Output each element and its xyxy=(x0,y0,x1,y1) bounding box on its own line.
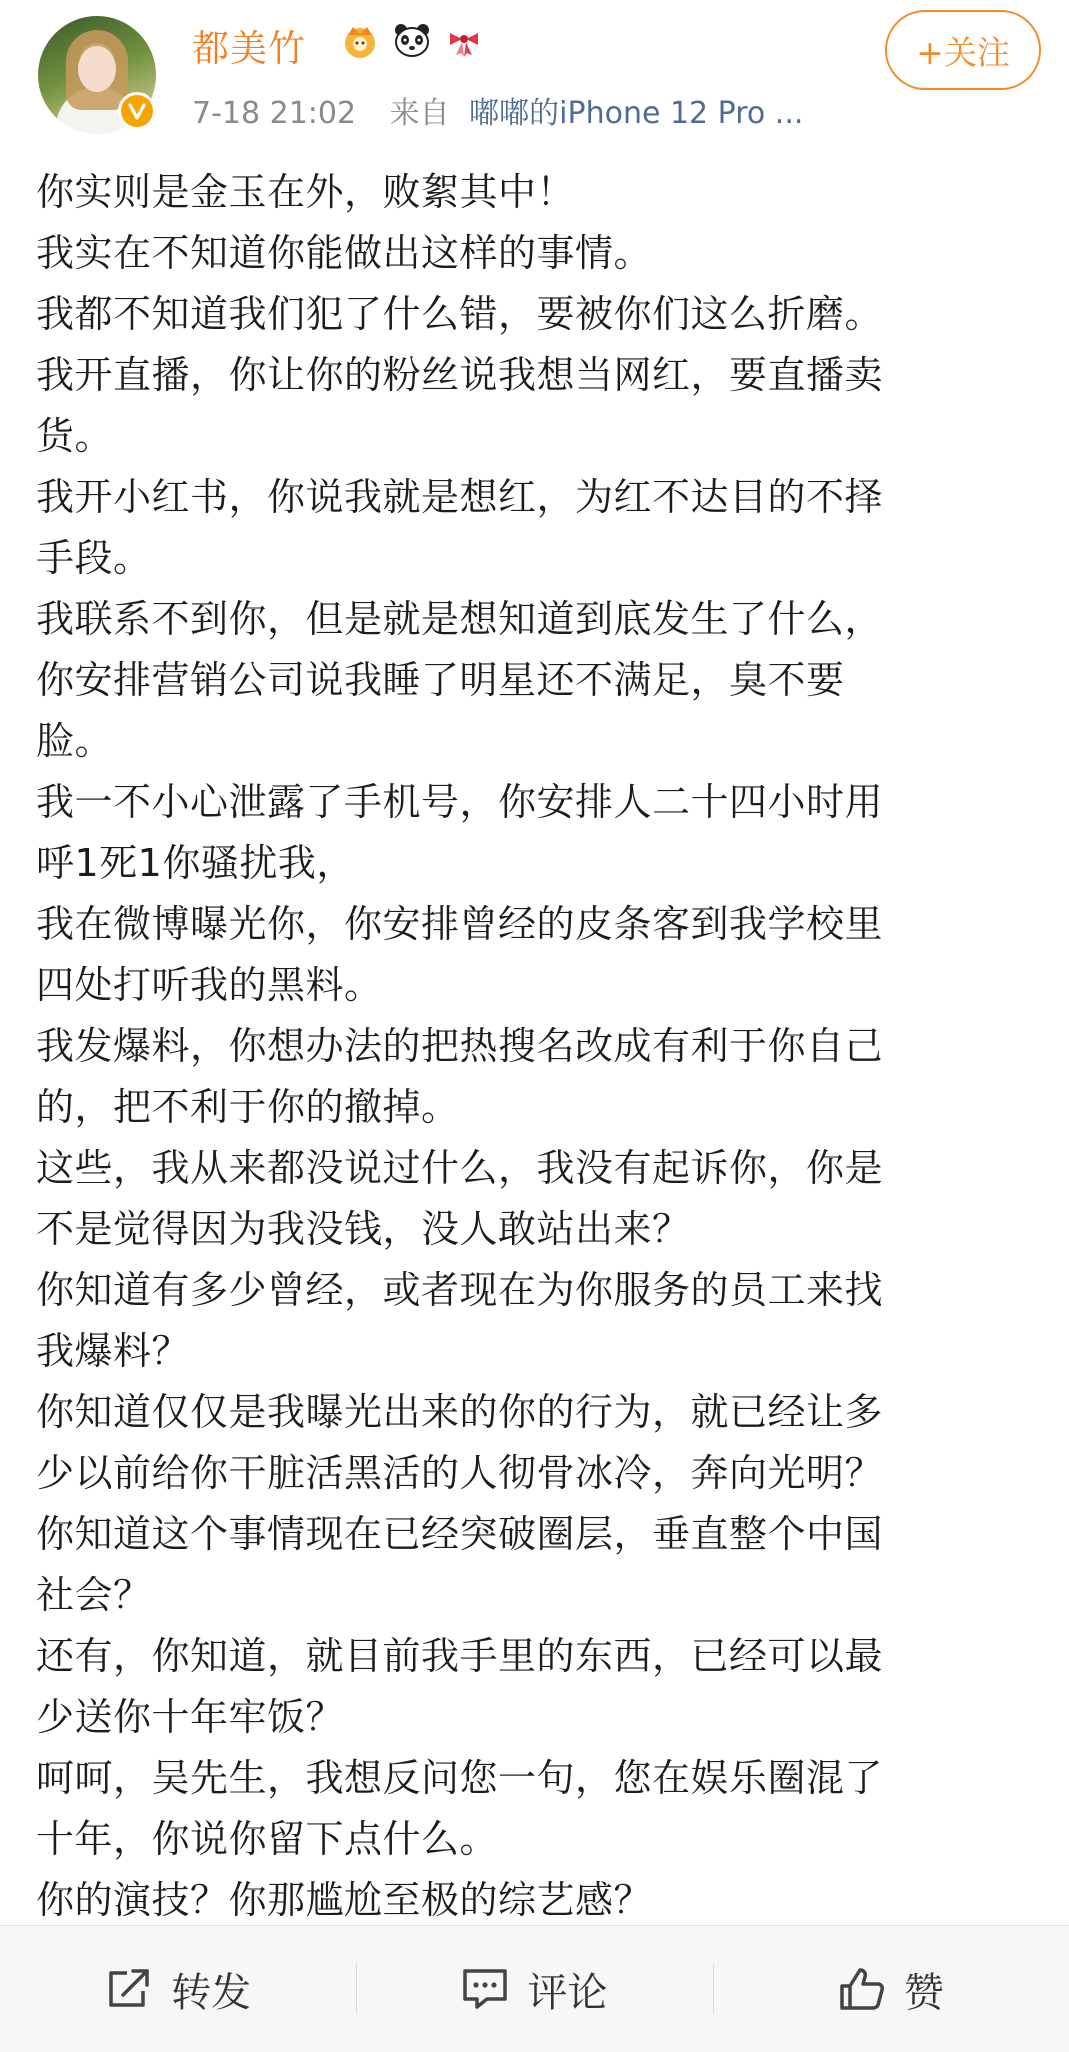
crown-icon[interactable] xyxy=(338,18,382,62)
comment-label: 评论 xyxy=(527,1969,608,2016)
post-line: 手段。 xyxy=(36,536,152,580)
post-line: 呼1死1你骚扰我， xyxy=(36,841,355,885)
post-line: 少送你十年牢饭？ xyxy=(36,1695,345,1739)
post-line: 呵呵，吴先生，我想反问您一句，您在娱乐圈混了 xyxy=(36,1756,884,1800)
post-line: 不是觉得因为我没钱，没人敢站出来？ xyxy=(36,1207,691,1251)
post-line: 脸。 xyxy=(36,719,114,763)
post-line: 你知道有多少曾经，或者现在为你服务的员工来找 xyxy=(36,1268,884,1312)
like-button[interactable] xyxy=(713,1926,1069,2052)
like-icon xyxy=(838,1966,886,2012)
comment-button[interactable] xyxy=(356,1926,712,2052)
repost-button[interactable] xyxy=(0,1926,356,2052)
post-line: 还有，你知道，就目前我手里的东西，已经可以最 xyxy=(36,1634,884,1678)
verified-icon xyxy=(118,92,156,130)
panda-icon[interactable] xyxy=(390,18,434,62)
repost-label: 转发 xyxy=(171,1969,252,2016)
post-line: 我开直播，你让你的粉丝说我想当网红，要直播卖 xyxy=(36,353,884,397)
post-time: 7-18 21:02 xyxy=(192,96,357,131)
comment-icon xyxy=(461,1967,509,2011)
post-line: 四处打听我的黑料。 xyxy=(36,963,383,1007)
post-line: 少以前给你干脏活黑活的人彻骨冰冷，奔向光明？ xyxy=(36,1451,884,1495)
post-line: 我爆料？ xyxy=(36,1329,191,1373)
post-line: 社会？ xyxy=(36,1573,152,1617)
post-body xyxy=(36,162,1046,1931)
post-line: 十年，你说你留下点什么。 xyxy=(36,1817,499,1861)
post-line: 我实在不知道你能做出这样的事情。 xyxy=(36,231,653,275)
post-line: 的，把不利于你的撤掉。 xyxy=(36,1085,460,1129)
post-line: 我一不小心泄露了手机号，你安排人二十四小时用 xyxy=(36,780,884,824)
source-prefix: 来自 xyxy=(389,96,450,131)
post-line: 我都不知道我们犯了什么错，要被你们这么折磨。 xyxy=(36,292,884,336)
post-line: 我开小红书，你说我就是想红，为红不达目的不择 xyxy=(36,475,884,519)
post-line: 你知道这个事情现在已经突破圈层，垂直整个中国 xyxy=(36,1512,884,1556)
post-line: 这些，我从来都没说过什么，我没有起诉你，你是 xyxy=(36,1146,884,1190)
post-line: 你安排营销公司说我睡了明星还不满足，臭不要 xyxy=(36,658,845,702)
post-header xyxy=(0,0,1069,150)
action-bar xyxy=(0,1925,1069,2052)
post-line: 我在微博曝光你，你安排曾经的皮条客到我学校里 xyxy=(36,902,884,946)
repost-icon xyxy=(105,1967,153,2011)
follow-button[interactable] xyxy=(885,10,1041,90)
post-meta xyxy=(192,88,803,132)
post-line: 你知道仅仅是我曝光出来的你的行为，就已经让多 xyxy=(36,1390,884,1434)
follow-label: +关注 xyxy=(916,32,1010,72)
post-line: 我联系不到你，但是就是想知道到底发生了什么， xyxy=(36,597,884,641)
like-label: 赞 xyxy=(903,1969,944,2016)
user-name[interactable]: 都美竹 xyxy=(192,27,306,70)
post-line: 你实则是金玉在外，败絮其中！ xyxy=(36,170,576,214)
ribbon-icon[interactable] xyxy=(442,18,486,62)
user-badges xyxy=(338,18,486,62)
source-device[interactable]: 嘟嘟的iPhone 12 Pro ... xyxy=(469,96,804,131)
post-line: 我发爆料，你想办法的把热搜名改成有利于你自己 xyxy=(36,1024,884,1068)
post-line: 货。 xyxy=(36,414,114,458)
post-line: 你的演技？你那尴尬至极的综艺感？ xyxy=(36,1878,653,1922)
